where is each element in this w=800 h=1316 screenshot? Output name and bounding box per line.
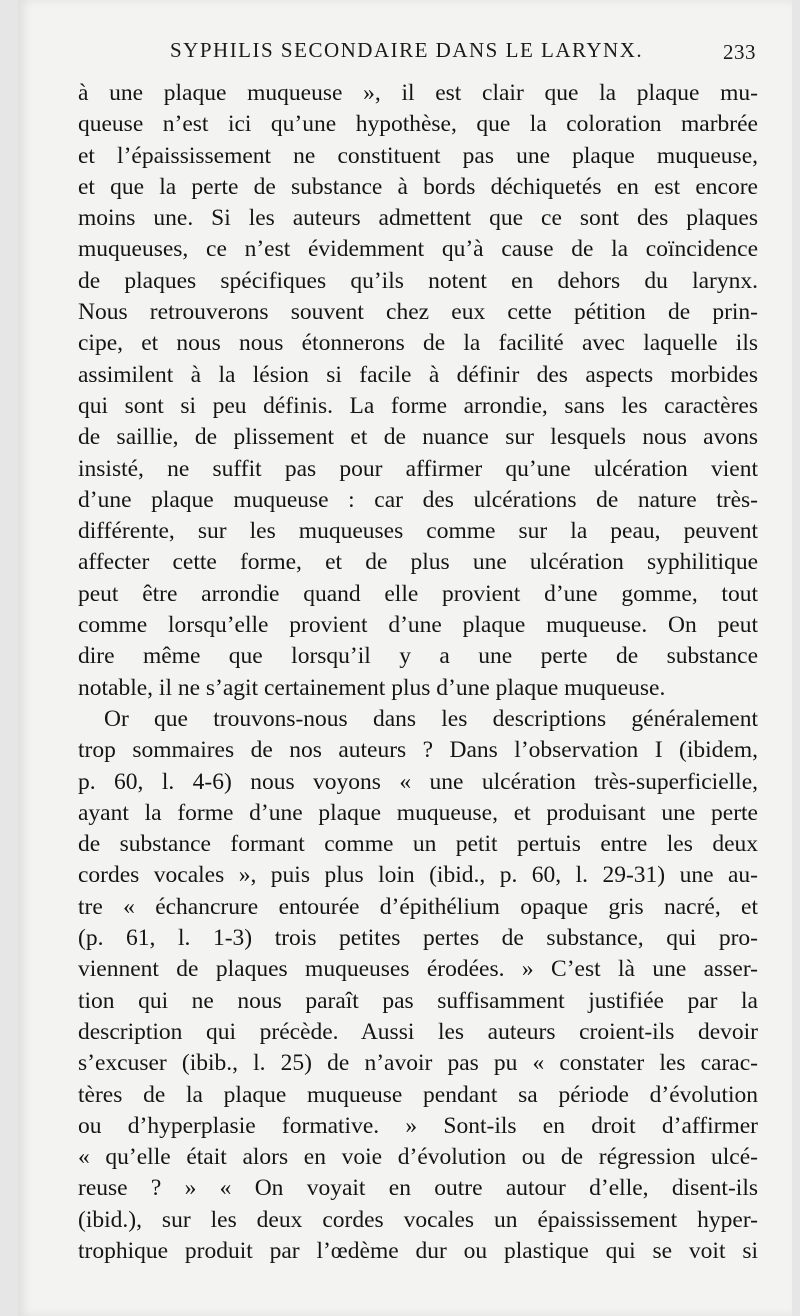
text-line: de substance formant comme un petit pertuis entre les deux — [78, 831, 758, 858]
text-line: reuse ? » « On voyait en outre autour d’elle, disent-ils — [78, 1175, 758, 1202]
text-line: insisté, ne suffit pas pour affirmer qu’une ulcération vient — [78, 455, 758, 482]
page-number: 233 — [723, 40, 756, 64]
text-line: moins une. Si les auteurs admettent que ce sont des plaques — [78, 205, 758, 232]
text-line: ou d’hyperplasie formative. » Sont-ils en droit d’affirmer — [78, 1112, 758, 1139]
text-line: dire même que lorsqu’il y a une perte de substance — [78, 643, 758, 670]
text-line: assimilent à la lésion si facile à définir des aspects morbides — [78, 361, 758, 388]
text-line: trop sommaires de nos auteurs ? Dans l’observation I (ibidem, — [78, 737, 758, 764]
text-line: qui sont si peu définis. La forme arrondie, sans les caractères — [78, 392, 758, 419]
text-line: ayant la forme d’une plaque muqueuse, et produisant une perte — [78, 799, 758, 826]
text-line: Or que trouvons-nous dans les descriptions généralement — [104, 705, 758, 732]
text-line: à une plaque muqueuse », il est clair que la plaque mu- — [78, 80, 758, 106]
text-line: et que la perte de substance à bords déchiquetés en est encore — [78, 173, 758, 200]
book-page — [18, 0, 792, 1316]
text-line: (ibid.), sur les deux cordes vocales un épaississement hyper- — [78, 1206, 758, 1233]
text-line: affecter cette forme, et de plus une ulcération syphilitique — [78, 549, 758, 576]
text-line: de saillie, de plissement et de nuance sur lesquels nous avons — [78, 424, 758, 451]
text-line: d’une plaque muqueuse : car des ulcérations de nature très- — [78, 486, 758, 513]
text-line: cordes vocales », puis plus loin (ibid., p. 60, l. 29-31) une au- — [78, 862, 758, 889]
text-line: s’excuser (ibib., l. 25) de n’avoir pas pu « constater les carac- — [78, 1050, 758, 1077]
page-header — [158, 38, 758, 78]
text-line: et l’épaississement ne constituent pas une plaque muqueuse, — [78, 142, 758, 169]
text-line: tion qui ne nous paraît pas suffisamment justifiée par la — [78, 987, 758, 1014]
text-line: description qui précède. Aussi les auteurs croient-ils devoir — [78, 1018, 758, 1045]
text-line: tre « échancrure entourée d’épithélium opaque gris nacré, et — [78, 893, 758, 920]
running-title: SYPHILIS SECONDAIRE DANS LE LARYNX. — [170, 38, 644, 62]
text-line: tères de la plaque muqueuse pendant sa période d’évolution — [78, 1081, 758, 1108]
text-line: viennent de plaques muqueuses érodées. » C’est là une asser- — [78, 956, 758, 983]
text-line: p. 60, l. 4-6) nous voyons « une ulcération très-superficielle, — [78, 768, 758, 795]
text-line: (p. 61, l. 1-3) trois petites pertes de substance, qui pro- — [78, 925, 758, 952]
text-line: peut être arrondie quand elle provient d’une gomme, tout — [78, 580, 758, 607]
text-line: Nous retrouverons souvent chez eux cette pétition de prin- — [78, 299, 758, 326]
text-line: « qu’elle était alors en voie d’évolution ou de régression ulcé- — [78, 1144, 758, 1171]
text-line: de plaques spécifiques qu’ils notent en dehors du larynx. — [78, 267, 758, 294]
text-line: trophique produit par l’œdème dur ou plastique qui se voit si — [78, 1237, 758, 1264]
text-line: muqueuses, ce n’est évidemment qu’à cause de la coïncidence — [78, 236, 758, 263]
text-line: queuse n’est ici qu’une hypothèse, que la coloration marbrée — [78, 111, 758, 138]
text-line: comme lorsqu’elle provient d’une plaque muqueuse. On peut — [78, 612, 758, 639]
text-line: notable, il ne s’agit certainement plus d’une plaque muqueuse. — [78, 674, 666, 701]
body-text — [78, 78, 758, 1267]
text-line: cipe, et nous nous étonnerons de la facilité avec laquelle ils — [78, 330, 758, 357]
text-line: différente, sur les muqueuses comme sur la peau, peuvent — [78, 518, 758, 545]
